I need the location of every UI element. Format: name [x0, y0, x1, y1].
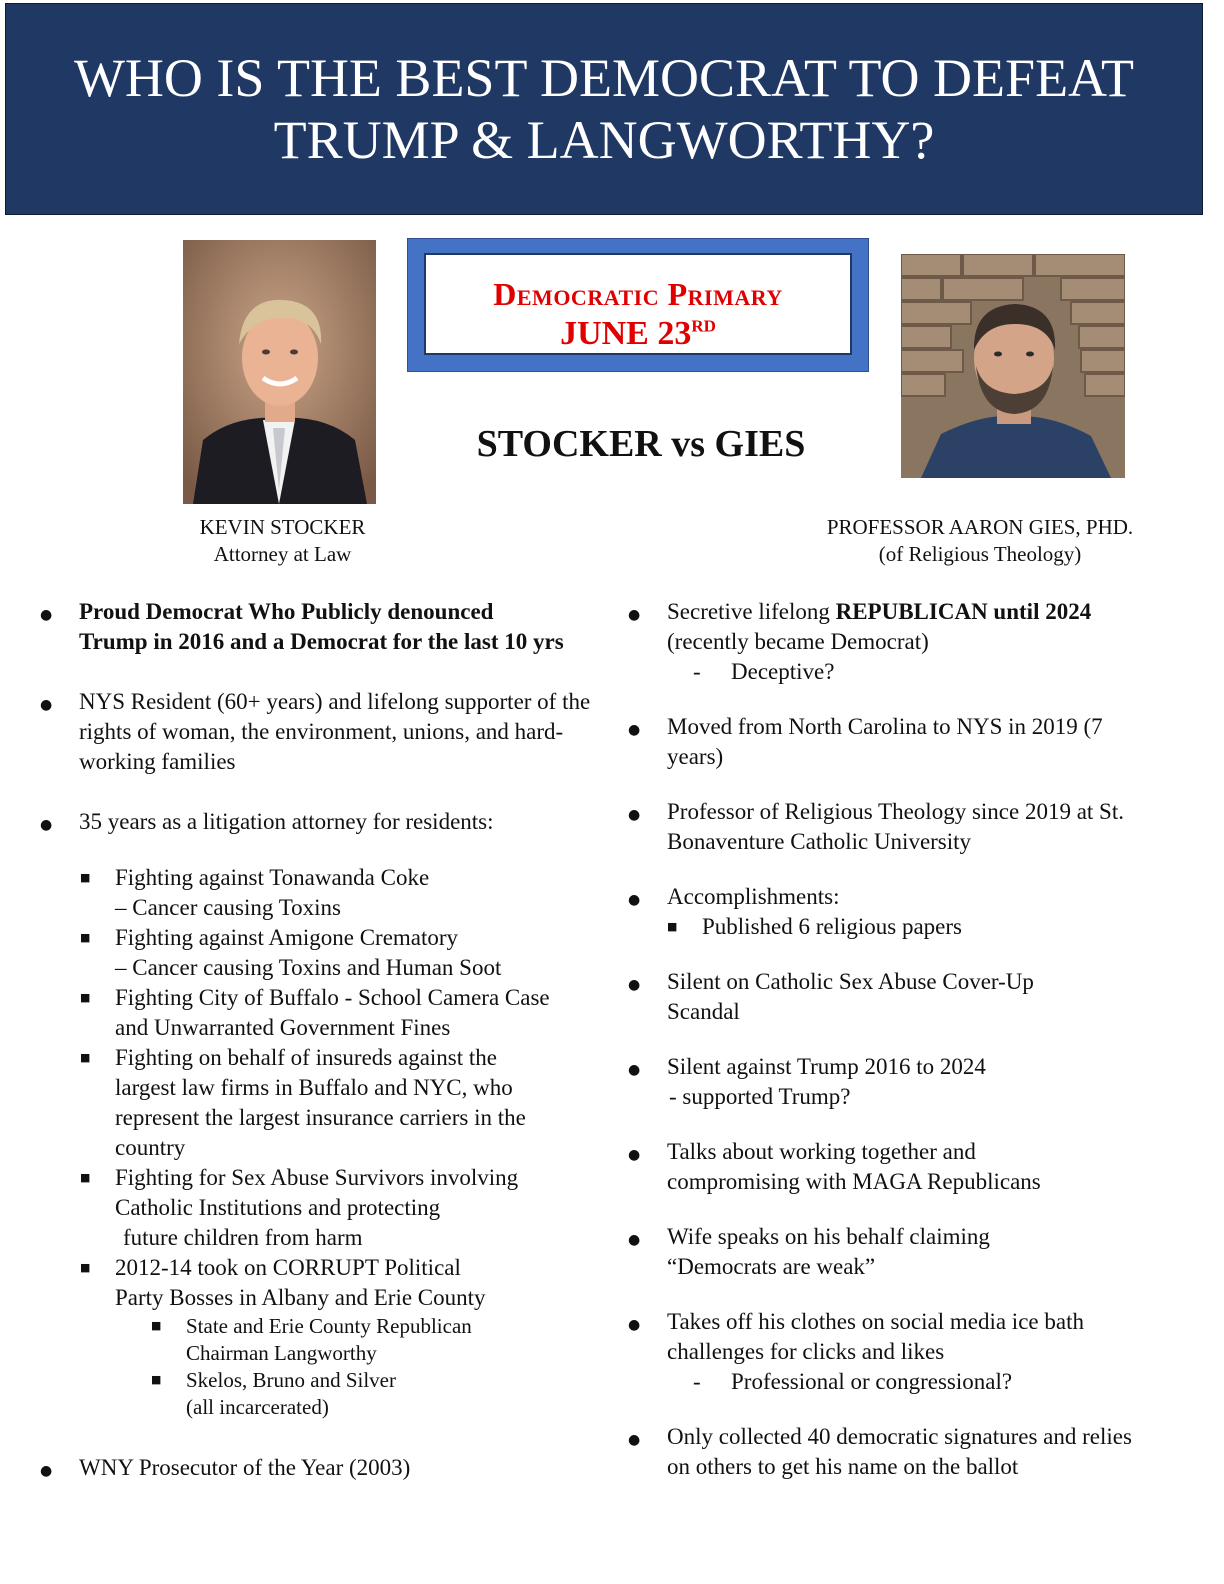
sub-item-text: Party Bosses in Albany and Erie County [115, 1285, 486, 1310]
primary-date [426, 315, 850, 353]
versus-heading: STOCKER vs GIES [476, 423, 806, 465]
sub-item-text: 2012-14 took on CORRUPT Political [115, 1255, 461, 1280]
list-item [628, 1222, 1188, 1282]
bullet-icon [40, 687, 52, 720]
list-item-text: Takes off his clothes on social media ice bath challenges for clicks and likes [667, 1309, 1084, 1364]
square-bullet-icon [80, 1043, 90, 1077]
square-bullet-icon [80, 1163, 90, 1197]
stocker-points [40, 597, 630, 1483]
list-item-text: Accomplishments: [667, 884, 840, 909]
dash-item-text: - supported Trump? [669, 1084, 851, 1109]
list-item-text: Moved from North Carolina to NYS in 2019 (7 years) [667, 714, 1103, 769]
list-item-text: Trump in 2016 and a Democrat for the last 10 yrs [79, 629, 564, 654]
sub-sub-list-item [151, 1367, 501, 1421]
list-item [628, 1422, 1157, 1482]
list-item [40, 1453, 630, 1483]
bullet-icon [628, 882, 640, 915]
list-item-text: NYS Resident (60+ years) and lifelong supporter of the rights of woman, the environment, unions, and hard-working families [79, 689, 591, 774]
bullet-icon [628, 1422, 640, 1455]
bullet-icon [628, 1137, 640, 1170]
list-item [628, 1052, 1188, 1112]
sub-item-text: future children from harm [123, 1225, 363, 1250]
banner-title-line2: TRUMP & LANGWORTHY? [273, 110, 935, 170]
stocker-caption [130, 514, 435, 568]
gies-points [628, 597, 1188, 1482]
bullet-icon [628, 1222, 640, 1255]
sub-list-item [80, 1253, 580, 1313]
sub-list-item [80, 1163, 555, 1253]
bullet-icon [628, 797, 640, 830]
dash-icon: - [693, 1369, 701, 1394]
list-item [40, 687, 599, 777]
list-item [628, 1307, 1157, 1397]
dash-item [667, 1367, 1157, 1397]
list-item-text: “Democrats are weak” [667, 1254, 876, 1279]
square-bullet-icon [80, 1253, 90, 1287]
stocker-photo [183, 240, 376, 504]
square-bullet-icon [80, 863, 90, 897]
list-item-text [667, 597, 1188, 627]
list-item-text: (recently became Democrat) [667, 629, 929, 654]
bullet-icon [628, 1052, 640, 1085]
square-bullet-icon [151, 1313, 161, 1343]
list-item-text: WNY Prosecutor of the Year (2003) [79, 1455, 411, 1480]
sub-item-text: Fighting City of Buffalo - School Camera Case and Unwarranted Government Fines [115, 985, 550, 1040]
sub-item-text: Published 6 religious papers [702, 914, 962, 939]
dash-item [667, 657, 1188, 687]
list-item-text: Wife speaks on his behalf claiming [667, 1224, 990, 1249]
square-bullet-icon [151, 1367, 161, 1397]
primary-title: Democratic Primary [493, 276, 783, 312]
list-item-text: Only collected 40 democratic signatures and relies on others to get his name on the ballot [667, 1424, 1132, 1479]
square-bullet-icon [667, 912, 677, 946]
list-item [40, 807, 630, 837]
bullet-icon [628, 597, 640, 630]
bullet-icon [40, 807, 52, 840]
list-item-text-bold: REPUBLICAN until 2024 [835, 599, 1092, 624]
dash-icon: - [693, 659, 701, 684]
bullet-icon [628, 967, 640, 1000]
dash-item-text: Professional or congressional? [731, 1369, 1013, 1394]
list-item [628, 597, 1188, 687]
sub-list-item [80, 923, 580, 983]
bullet-icon [40, 597, 52, 630]
list-item [40, 597, 630, 657]
stocker-title: Attorney at Law [213, 542, 352, 566]
sub-list-item [667, 912, 1188, 942]
square-bullet-icon [80, 983, 90, 1017]
list-item-text: 35 years as a litigation attorney for residents: [79, 809, 494, 834]
header-banner [5, 3, 1203, 215]
sub-item-text: Fighting for Sex Abuse Survivors involving Catholic Institutions and protecting [115, 1165, 519, 1220]
list-item [628, 797, 1157, 857]
sub-list-item [80, 863, 580, 923]
primary-date-suffix: RD [691, 316, 716, 336]
stocker-name: KEVIN STOCKER [199, 515, 366, 539]
list-item [628, 1137, 1107, 1197]
list-item-text: Talks about working together and compromising with MAGA Republicans [667, 1139, 1041, 1194]
sub-item-text: Fighting on behalf of insureds against the largest law firms in Buffalo and NYC, who represent the largest insurance carriers in the country [115, 1045, 526, 1160]
bullet-icon [40, 1453, 52, 1486]
sub-item-text: – Cancer causing Toxins [115, 895, 342, 920]
list-item [628, 967, 1107, 1027]
dash-item-text: Deceptive? [731, 659, 835, 684]
square-bullet-icon [80, 923, 90, 957]
primary-inner [424, 253, 852, 355]
list-item-text: Silent on Catholic Sex Abuse Cover-Up Scandal [667, 969, 1034, 1024]
gies-title: (of Religious Theology) [878, 542, 1082, 566]
sub-list-item [80, 983, 580, 1043]
sub-item-text: Fighting against Tonawanda Coke [115, 865, 430, 890]
sub-sub-item-text: (all incarcerated) [186, 1395, 329, 1419]
list-item [628, 882, 1188, 942]
sub-list [80, 863, 580, 1421]
list-item-text: Professor of Religious Theology since 2019 at St. Bonaventure Catholic University [667, 799, 1124, 854]
bullet-icon [628, 712, 640, 745]
primary-box [407, 238, 869, 372]
list-item-text-part: Secretive lifelong [667, 599, 836, 624]
banner-title-line1: WHO IS THE BEST DEMOCRAT TO DEFEAT [73, 48, 1135, 108]
list-item-text: Silent against Trump 2016 to 2024 [667, 1054, 986, 1079]
list-item-text: Proud Democrat Who Publicly denounced [79, 599, 494, 624]
sub-sub-list [151, 1313, 501, 1421]
sub-sub-item-text: State and Erie County Republican Chairman Langworthy [186, 1314, 472, 1365]
gies-caption [780, 514, 1180, 568]
gies-name: PROFESSOR AARON GIES, PHD. [826, 515, 1134, 539]
primary-date-text: JUNE 23 [560, 315, 692, 352]
gies-photo [901, 254, 1125, 478]
list-item [628, 712, 1157, 772]
bullet-icon [628, 1307, 640, 1340]
sub-list-item [80, 1043, 555, 1163]
sub-item-text: – Cancer causing Toxins and Human Soot [115, 955, 502, 980]
sub-sub-list-item [151, 1313, 501, 1367]
sub-item-text: Fighting against Amigone Crematory [115, 925, 459, 950]
sub-sub-item-text: Skelos, Bruno and Silver [186, 1368, 396, 1392]
